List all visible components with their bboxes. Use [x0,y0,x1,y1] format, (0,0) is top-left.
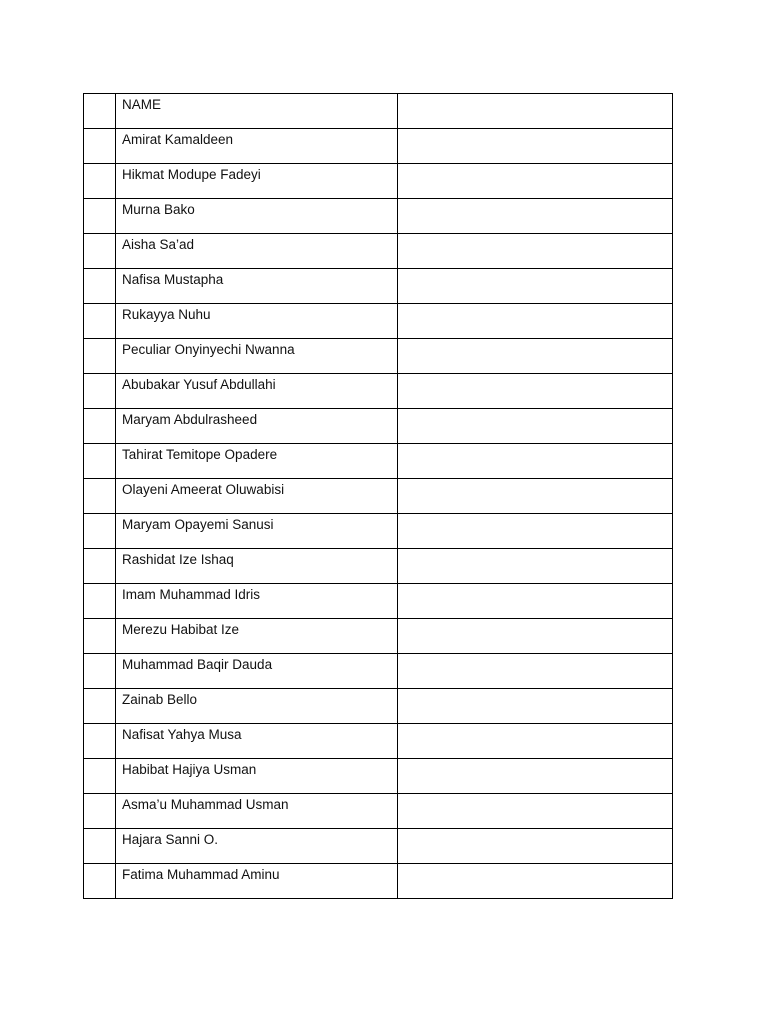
blank-cell [398,339,673,374]
number-cell [84,129,116,164]
table-row [84,164,673,199]
number-cell [84,584,116,619]
table-row [84,619,673,654]
table-row [84,374,673,409]
name-header-cell [116,94,398,129]
name-cell [116,409,398,444]
table-header-row [84,94,673,129]
name-cell [116,199,398,234]
table-row [84,724,673,759]
name-cell [116,479,398,514]
blank-cell [398,514,673,549]
number-cell [84,619,116,654]
table-row [84,409,673,444]
number-cell [84,444,116,479]
number-cell [84,304,116,339]
blank-cell [398,829,673,864]
number-cell [84,94,116,129]
blank-cell [398,584,673,619]
name-cell [116,234,398,269]
name-cell [116,304,398,339]
name-cell [116,829,398,864]
name-cell [116,549,398,584]
number-cell [84,479,116,514]
number-cell [84,374,116,409]
name-text: Amirat Kamaldeen [122,132,234,147]
name-text: Fatima Muhammad Aminu [122,867,280,882]
name-text: Murna Bako [122,202,195,217]
blank-cell [398,549,673,584]
name-text: Imam Muhammad Idris [122,587,261,602]
blank-cell [398,654,673,689]
table-row [84,199,673,234]
blank-cell [398,619,673,654]
table-row [84,479,673,514]
name-text: Hikmat Modupe Fadeyi [122,167,261,182]
name-cell [116,584,398,619]
number-cell [84,549,116,584]
number-cell [84,864,116,899]
name-text: Nafisa Mustapha [122,272,224,287]
name-cell [116,514,398,549]
blank-cell [398,409,673,444]
table-row [84,129,673,164]
table-row [84,304,673,339]
number-cell [84,269,116,304]
name-text: Merezu Habibat Ize [122,622,240,637]
name-cell [116,654,398,689]
table-row [84,794,673,829]
blank-cell [398,689,673,724]
number-cell [84,689,116,724]
name-cell [116,129,398,164]
name-text: Abubakar Yusuf Abdullahi [122,377,276,392]
number-cell [84,794,116,829]
table-row [84,234,673,269]
blank-cell [398,374,673,409]
name-header-label: NAME [122,97,162,112]
name-text: Olayeni Ameerat Oluwabisi [122,482,285,497]
name-table [83,93,673,899]
blank-cell [398,479,673,514]
name-cell [116,689,398,724]
name-cell [116,794,398,829]
blank-cell [398,164,673,199]
number-cell [84,829,116,864]
name-table-body [84,94,673,899]
name-cell [116,269,398,304]
number-cell [84,339,116,374]
name-text: Aisha Sa’ad [122,237,195,252]
name-cell [116,724,398,759]
table-row [84,689,673,724]
name-text: Rukayya Nuhu [122,307,211,322]
blank-cell [398,199,673,234]
blank-cell [398,864,673,899]
name-text: Hajara Sanni O. [122,832,219,847]
table-row [84,584,673,619]
table-row [84,759,673,794]
name-cell [116,759,398,794]
name-text: Asma’u Muhammad Usman [122,797,289,812]
table-row [84,444,673,479]
name-text: Zainab Bello [122,692,198,707]
blank-cell [398,724,673,759]
table-row [84,514,673,549]
name-text: Peculiar Onyinyechi Nwanna [122,342,295,357]
blank-cell [398,94,673,129]
table-row [84,829,673,864]
number-cell [84,654,116,689]
name-cell [116,864,398,899]
number-cell [84,234,116,269]
name-text: Maryam Abdulrasheed [122,412,258,427]
blank-cell [398,269,673,304]
table-row [84,864,673,899]
blank-cell [398,444,673,479]
number-cell [84,199,116,234]
blank-cell [398,759,673,794]
name-text: Maryam Opayemi Sanusi [122,517,274,532]
number-cell [84,514,116,549]
table-row [84,549,673,584]
blank-cell [398,129,673,164]
name-text: Tahirat Temitope Opadere [122,447,278,462]
number-cell [84,409,116,444]
blank-cell [398,304,673,339]
number-cell [84,724,116,759]
name-cell [116,339,398,374]
name-cell [116,374,398,409]
name-text: Rashidat Ize Ishaq [122,552,234,567]
blank-cell [398,234,673,269]
blank-cell [398,794,673,829]
name-cell [116,619,398,654]
table-row [84,654,673,689]
name-cell [116,164,398,199]
table-row [84,269,673,304]
name-text: Muhammad Baqir Dauda [122,657,273,672]
name-cell [116,444,398,479]
name-text: Nafisat Yahya Musa [122,727,242,742]
number-cell [84,164,116,199]
table-row [84,339,673,374]
number-cell [84,759,116,794]
name-text: Habibat Hajiya Usman [122,762,257,777]
